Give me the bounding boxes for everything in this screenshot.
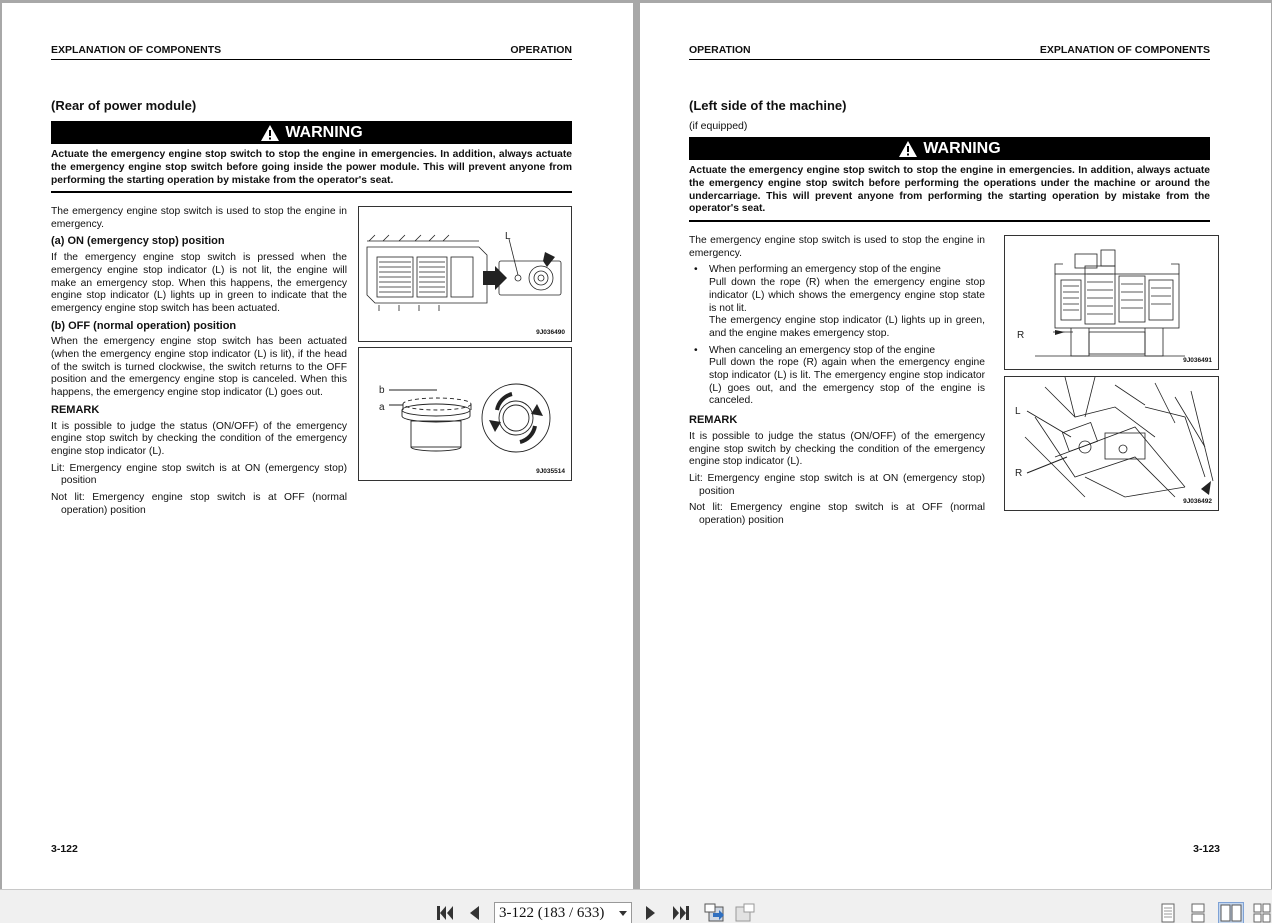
figure-code: 9J036490 bbox=[536, 329, 565, 336]
on-position-text: If the emergency engine stop switch is pressed when the emergency engine stop indicator (L) is not lit, the engine will make an emergency stop. When this happens, the emergency engine stop indicator (L) lights up in green to indicate that the emergency engine stop switch has been actuated. bbox=[51, 252, 347, 314]
viewer-toolbar bbox=[0, 889, 1272, 923]
body-column bbox=[51, 206, 347, 521]
bullet-dot: • bbox=[694, 264, 698, 276]
body-column bbox=[689, 235, 985, 532]
go-back-view-icon bbox=[703, 903, 725, 923]
bullet-title: When canceling an emergency stop of the engine bbox=[709, 344, 936, 356]
bullet-dot: • bbox=[694, 344, 698, 356]
page-number-select[interactable] bbox=[494, 902, 632, 923]
machine-illustration bbox=[1005, 236, 1219, 370]
stop-rope-illustration bbox=[1005, 377, 1219, 511]
left-page bbox=[2, 3, 633, 889]
not-lit-text: Not lit: Emergency engine stop switch is at OFF (normal operation) position bbox=[689, 502, 985, 527]
right-page bbox=[640, 3, 1271, 889]
section-subtitle: (if equipped) bbox=[689, 120, 748, 132]
bullet-title: When performing an emergency stop of the engine bbox=[709, 264, 941, 276]
remark-label: REMARK bbox=[51, 403, 100, 416]
page-number: 3-122 bbox=[51, 843, 78, 855]
section-title: (Left side of the machine) bbox=[689, 98, 847, 113]
page-number-display: 3-122 (183 / 633) bbox=[499, 904, 605, 921]
label-l: L bbox=[1015, 406, 1021, 417]
remark-text: It is possible to judge the status (ON/OFF) of the emergency engine stop switch by checking the condition of the emergency engine stop indicator (L). bbox=[51, 420, 347, 457]
go-forward-view-icon bbox=[734, 903, 756, 923]
lit-text: Lit: Emergency engine stop switch is at ON (emergency stop) position bbox=[51, 462, 347, 487]
last-page-icon bbox=[672, 905, 690, 921]
figure-code: 9J036492 bbox=[1183, 498, 1212, 505]
go-forward-button[interactable] bbox=[734, 902, 756, 923]
continuous-facing-view-button[interactable] bbox=[1252, 902, 1272, 923]
single-page-icon bbox=[1160, 903, 1176, 923]
header-right: OPERATION bbox=[510, 44, 572, 56]
warning-banner bbox=[689, 137, 1210, 160]
figure-code: 9J035514 bbox=[536, 468, 565, 475]
heading-off-position: (b) OFF (normal operation) position bbox=[51, 319, 237, 332]
bullet-text-2: The emergency engine stop indicator (L) lights up in green, and the engine makes emergency stop. bbox=[709, 315, 985, 339]
remark-label: REMARK bbox=[689, 414, 738, 427]
header-left: EXPLANATION OF COMPONENTS bbox=[51, 44, 222, 56]
intro-text: The emergency engine stop switch is used to stop the engine in emergency. bbox=[689, 235, 985, 259]
label-b: b bbox=[379, 385, 385, 396]
warning-banner bbox=[51, 121, 572, 144]
remark-text: It is possible to judge the status (ON/OFF) of the emergency engine stop switch by checking the condition of the emergency engine stop indicator (L). bbox=[689, 430, 985, 468]
heading-on-position: (a) ON (emergency stop) position bbox=[51, 235, 225, 248]
facing-pages-icon bbox=[1220, 904, 1242, 922]
continuous-view-button[interactable] bbox=[1188, 902, 1208, 923]
warning-label: WARNING bbox=[923, 139, 1001, 157]
page-number: 3-123 bbox=[1193, 843, 1220, 855]
bullet-item bbox=[689, 264, 985, 340]
warning-triangle-icon bbox=[260, 124, 280, 142]
intro-text: The emergency engine stop switch is used to stop the engine in emergency. bbox=[51, 206, 347, 230]
warning-label: WARNING bbox=[285, 123, 363, 141]
warning-triangle-icon bbox=[898, 140, 918, 158]
continuous-page-icon bbox=[1190, 903, 1206, 923]
page-header bbox=[51, 44, 572, 60]
bullet-text: Pull down the rope (R) when the emergency engine stop indicator (L) which shows the emergency engine stop state is not lit. bbox=[709, 277, 985, 314]
next-page-button[interactable] bbox=[643, 902, 659, 923]
off-position-text: When the emergency engine stop switch has been actuated (when the emergency engine stop indicator (L) is lit), if the head of the switch is turned clockwise, the switch returns to the OFF position and the emergency engine stop is canceled. When this happens, the emergency engine stop indicator (L) goes out. bbox=[51, 336, 347, 399]
previous-page-button[interactable] bbox=[466, 902, 482, 923]
facing-pages-view-button[interactable] bbox=[1218, 902, 1244, 923]
continuous-facing-icon bbox=[1253, 903, 1271, 923]
next-page-icon bbox=[645, 905, 657, 921]
first-page-button[interactable] bbox=[436, 902, 454, 923]
label-a: a bbox=[379, 402, 385, 413]
go-back-button[interactable] bbox=[703, 902, 725, 923]
bullet-item bbox=[689, 345, 985, 409]
header-right: EXPLANATION OF COMPONENTS bbox=[1039, 44, 1210, 56]
label-r: R bbox=[1017, 330, 1025, 341]
figure-stop-rope bbox=[1004, 376, 1219, 511]
label-r: R bbox=[1015, 468, 1023, 479]
chevron-down-icon bbox=[619, 911, 627, 916]
section-title: (Rear of power module) bbox=[51, 98, 197, 113]
figure-code: 9J036491 bbox=[1183, 357, 1212, 364]
warning-text: Actuate the emergency engine stop switch to stop the engine in emergencies. In addition, always actuate the emergency engine stop switch before performing the operations under the machine or around the undercarriage. This will prevent anyone from performing the starting operation by mistake from the operator's seat. bbox=[689, 165, 1210, 222]
header-left: OPERATION bbox=[689, 44, 751, 56]
warning-text: Actuate the emergency engine stop switch to stop the engine in emergencies. In addition, always actuate the emergency engine stop switch before going inside the power module. This will prevent anyone from performing the starting operation by mistake from the operator's seat. bbox=[51, 149, 572, 193]
single-page-view-button[interactable] bbox=[1158, 902, 1178, 923]
bullet-text: Pull down the rope (R) again when the emergency engine stop indicator (L) is lit. The emergency engine stop indicator (L) goes out, and the emergency stop of the engine is canceled. bbox=[709, 357, 985, 407]
last-page-button[interactable] bbox=[672, 902, 690, 923]
lit-text: Lit: Emergency engine stop switch is at ON (emergency stop) position bbox=[689, 472, 985, 497]
previous-page-icon bbox=[468, 905, 480, 921]
page-header bbox=[689, 44, 1210, 60]
switch-head-illustration bbox=[359, 348, 572, 481]
label-l: L bbox=[505, 231, 511, 242]
figure-switch-head bbox=[358, 347, 572, 481]
power-module-illustration bbox=[359, 207, 572, 342]
figure-power-module bbox=[358, 206, 572, 342]
figure-machine-left-side bbox=[1004, 235, 1219, 370]
not-lit-text: Not lit: Emergency engine stop switch is at OFF (normal operation) position bbox=[51, 492, 347, 516]
first-page-icon bbox=[436, 905, 454, 921]
